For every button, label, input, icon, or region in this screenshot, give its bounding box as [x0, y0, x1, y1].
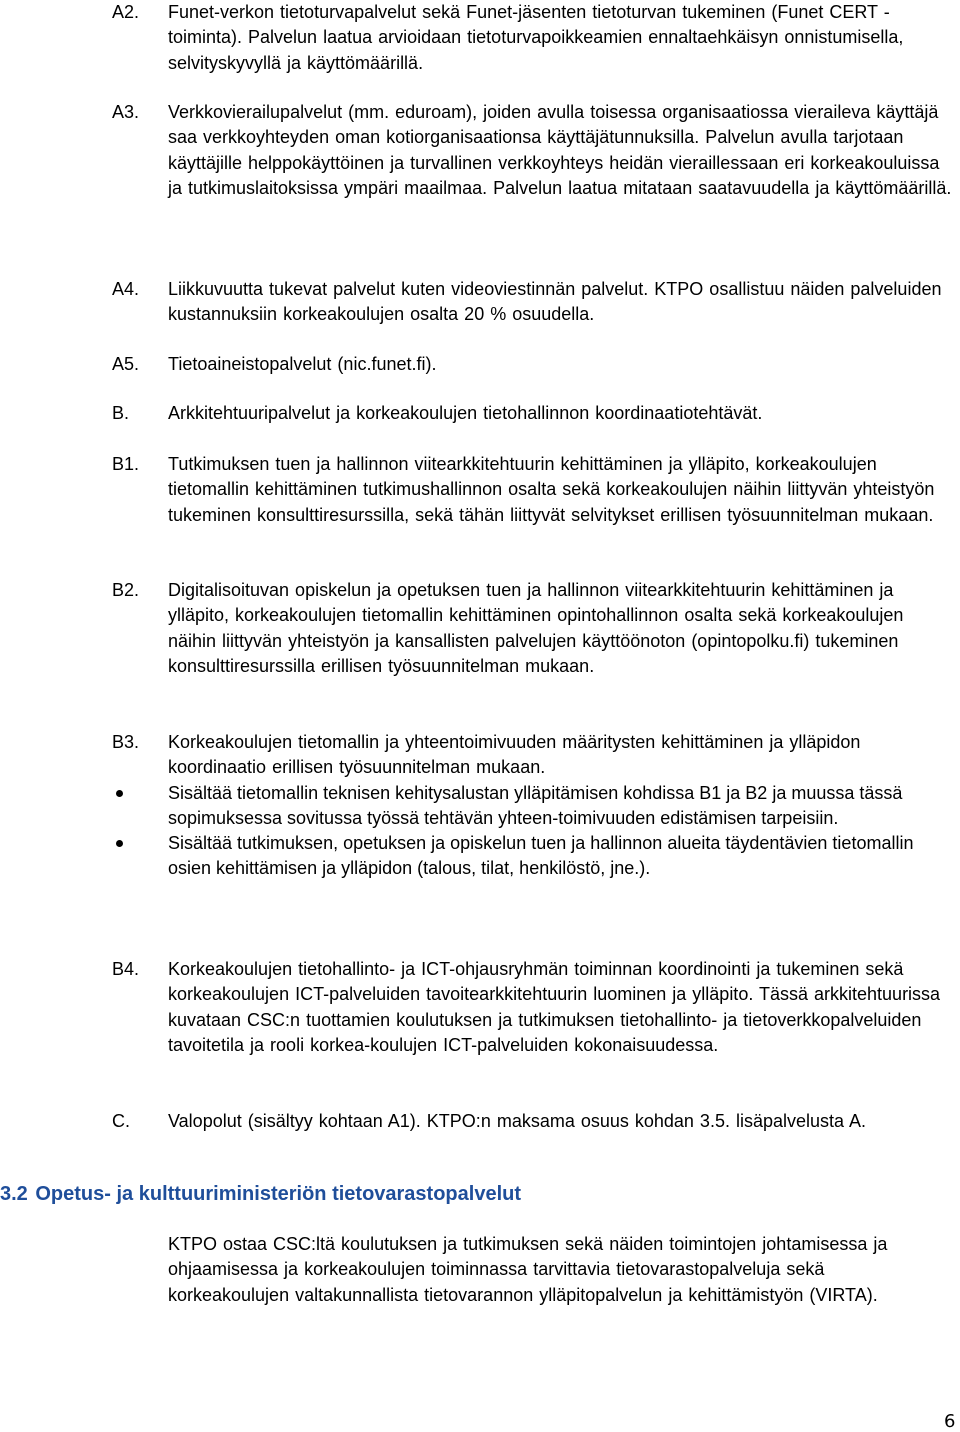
item-text: Tutkimuksen tuen ja hallinnon viitearkkitehtuurin kehittäminen ja ylläpito, korkeakoulujen tietomallin kehittäminen tutkimushallinnon osalta sekä korkeakoulujen näihin liittyvän yhteistyön tukeminen konsulttiresurssilla, sekä tähän liittyvät selvitykset erillisen työsuunnitelman mukaan. — [168, 454, 935, 525]
item-text: Tietoaineistopalvelut (nic.funet.fi). — [168, 354, 437, 374]
section-paragraph: KTPO ostaa CSC:ltä koulutuksen ja tutkimuksen sekä näiden toimintojen johtamisessa ja ohjaamisessa ja korkeakoulujen toiminnassa tarvittavia tietovarastopalveluja sekä korkeakoulujen valtakunnallista tietovarannon ylläpitopalvelun ja kehittämistyön (VIRTA). — [168, 1234, 888, 1305]
item-text: Funet-verkon tietoturvapalvelut sekä Funet-jäsenten tietoturvan tukeminen (Funet CERT -toiminta). Palvelun laatua arvioidaan tietoturvapoikkeamien ennaltaehkäisyn onnistumisella, selvityskyvyllä ja käyttömäärillä. — [168, 2, 904, 73]
list-item-a4 — [112, 277, 952, 328]
item-text: Digitalisoituvan opiskelun ja opetuksen tuen ja hallinnon viitearkkitehtuurin kehittäminen ja ylläpito, korkeakoulujen tietomallin kehittäminen opintohallinnon osalta sekä korkeakoulujen näihin liittyvän yhteistyön ja kansallisten palvelujen käyttöönoton (opintopolku.fi) tukeminen konsulttiresurssilla erillisen työsuunnitelman mukaan. — [168, 580, 904, 676]
item-text: Korkeakoulujen tietohallinto- ja ICT-ohjausryhmän toiminnan koordinointi ja tukeminen sekä korkeakoulujen ICT-palveluiden tavoitearkkitehtuurin luominen ja ylläpito. Tässä arkkitehtuurissa kuvataan CSC:n tuottamien koulutuksen ja tutkimuksen tietohallinto- ja tietoverkkopalveluiden tavoitetila ja rooli korkea-koulujen ICT-palveluiden kokonaisuudessa. — [168, 959, 941, 1055]
bullet-icon — [116, 840, 123, 847]
item-key: B1. — [112, 454, 140, 474]
bullet-item — [112, 781, 952, 832]
list-item-b3 — [112, 730, 952, 882]
bullet-list — [112, 781, 952, 882]
bullet-text: Sisältää tietomallin teknisen kehitysalustan ylläpitämisen kohdissa B1 ja B2 ja muussa tässä sopimuksessa sovitussa työssä tehtävän yhteen-toimivuuden edistämisen tarpeisiin. — [168, 782, 903, 828]
bullet-item — [112, 831, 952, 882]
list-item-a3 — [112, 100, 952, 201]
item-key: A5. — [112, 354, 140, 374]
item-text: Korkeakoulujen tietomallin ja yhteentoimivuuden määritysten kehittäminen ja ylläpidon koordinaatio erillisen työsuunnitelman mukaan. — [168, 732, 861, 778]
list-item-b4 — [112, 957, 952, 1058]
item-key: A2. — [112, 2, 140, 22]
list-item-b2 — [112, 578, 952, 679]
item-key: C. — [112, 1111, 130, 1131]
item-key: A4. — [112, 279, 140, 299]
list-item-a2 — [112, 0, 952, 76]
list-item-b — [112, 401, 952, 426]
item-text: Valopolut (sisältyy kohtaan A1). KTPO:n maksama osuus kohdan 3.5. lisäpalvelusta A. — [168, 1111, 867, 1131]
list-item-b1 — [112, 452, 952, 528]
item-text: Verkkovierailupalvelut (mm. eduroam), joiden avulla toisessa organisaatiossa vieraileva käyttäjä saa verkkoyhteyden oman kotiorganisaationsa käyttäjätunnuksilla. Palvelun avulla tarjotaan käyttäjille helppokäyttöinen ja turvallinen verkkoyhteys heidän vieraillessaan eri korkeakouluissa ja tutkimuslaitoksissa ympäri maailmaa. Palvelun laatua mitataan saatavuudella ja käyttömäärillä. — [168, 102, 952, 198]
page-number: 6 — [944, 1411, 956, 1432]
item-key: A3. — [112, 102, 140, 122]
bullet-icon — [116, 790, 123, 797]
section-heading — [0, 1180, 521, 1208]
item-key: B2. — [112, 580, 140, 600]
item-key: B. — [112, 403, 130, 423]
section-title: Opetus- ja kulttuuriministeriön tietovarastopalvelut — [35, 1183, 522, 1205]
item-key: B3. — [112, 732, 140, 752]
list-item-a5 — [112, 352, 952, 377]
item-text: Arkkitehtuuripalvelut ja korkeakoulujen tietohallinnon koordinaatiotehtävät. — [168, 403, 763, 423]
item-text: Liikkuvuutta tukevat palvelut kuten videoviestinnän palvelut. KTPO osallistuu näiden palveluiden kustannuksiin korkeakoulujen osalta 20 % osuudella. — [168, 279, 942, 325]
bullet-text: Sisältää tutkimuksen, opetuksen ja opiskelun tuen ja hallinnon alueita täydentävien tietomallin osien kehittämisen ja ylläpidon (talous, tilat, henkilöstö, jne.). — [168, 833, 914, 879]
item-key: B4. — [112, 959, 140, 979]
list-item-c — [112, 1109, 952, 1134]
section-number: 3.2 — [0, 1183, 28, 1205]
